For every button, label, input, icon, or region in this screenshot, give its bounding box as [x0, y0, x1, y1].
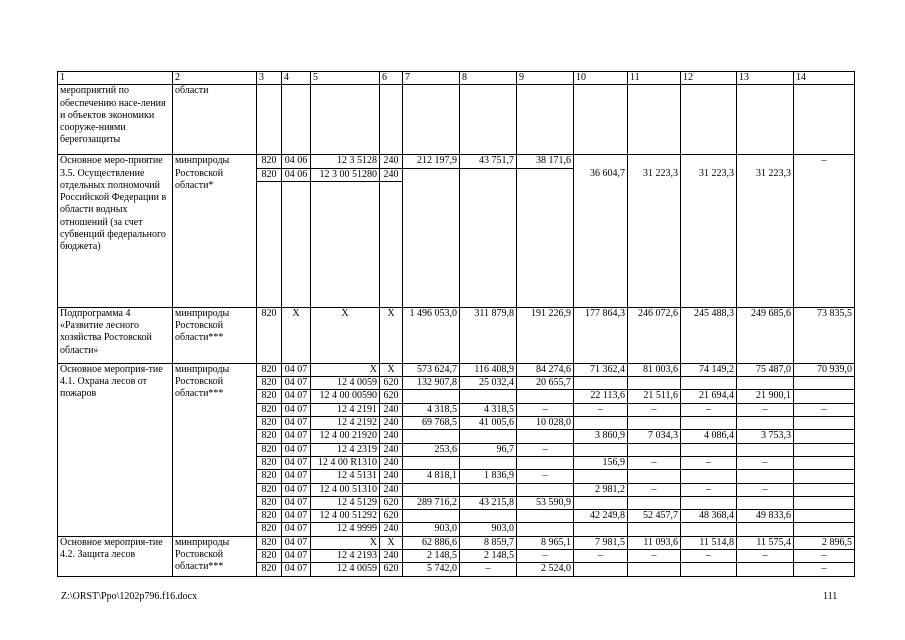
table-cell — [737, 417, 794, 430]
table-cell: 31 223,3 — [681, 168, 737, 307]
table-cell — [628, 85, 681, 155]
table-cell — [794, 510, 855, 523]
table-cell — [517, 168, 574, 307]
table-cell: Х — [380, 307, 403, 363]
table-cell: 1 836,9 — [460, 470, 517, 483]
table-cell: 04 07 — [282, 563, 311, 576]
table-cell: – — [681, 403, 737, 416]
table-cell: 240 — [380, 168, 403, 181]
table-cell: 12 3 00 51280 — [311, 168, 380, 181]
activity-name: мероприятий по обеспечению насе-ления и объектов экономики сооруже-ниями берегозащиты — [58, 85, 173, 155]
table-cell — [574, 85, 628, 155]
table-cell — [737, 377, 794, 390]
table-cell — [681, 377, 737, 390]
table-cell: 38 171,6 — [517, 155, 574, 168]
table-cell: 620 — [380, 563, 403, 576]
table-cell: 573 624,7 — [403, 363, 460, 376]
table-cell: 25 032,4 — [460, 377, 517, 390]
table-cell: 240 — [380, 417, 403, 430]
budget-table — [57, 71, 855, 577]
table-cell: – — [681, 456, 737, 469]
responsible: минприроды Ростовской области*** — [173, 363, 257, 536]
table-cell: 04 07 — [282, 443, 311, 456]
table-cell — [737, 155, 794, 168]
table-cell — [282, 85, 311, 155]
table-cell: 52 457,7 — [628, 510, 681, 523]
table-cell: 48 368,4 — [681, 510, 737, 523]
table-cell: 49 833,6 — [737, 510, 794, 523]
column-number: 9 — [517, 72, 574, 85]
table-cell: 04 07 — [282, 496, 311, 509]
table-cell: 43 751,7 — [460, 155, 517, 168]
table-cell: 81 003,6 — [628, 363, 681, 376]
table-row — [58, 155, 855, 168]
table-cell: – — [628, 483, 681, 496]
table-cell — [794, 430, 855, 443]
table-cell: – — [460, 563, 517, 576]
table-cell: 820 — [257, 403, 282, 416]
table-cell: 31 223,3 — [737, 168, 794, 307]
table-cell: 820 — [257, 443, 282, 456]
responsible: области — [173, 85, 257, 155]
table-cell: 311 879,8 — [460, 307, 517, 363]
table-cell: 21 900,1 — [737, 390, 794, 403]
table-cell — [794, 390, 855, 403]
table-row — [58, 363, 855, 376]
table-cell: 12 4 0059 — [311, 563, 380, 576]
table-cell — [681, 563, 737, 576]
table-cell: 820 — [257, 536, 282, 549]
table-cell: 12 4 00 51310 — [311, 483, 380, 496]
table-cell: 53 590,9 — [517, 496, 574, 509]
table-cell: 240 — [380, 403, 403, 416]
table-cell: 12 4 2193 — [311, 550, 380, 563]
table-cell: 2 148,5 — [403, 550, 460, 563]
table-cell: 156,9 — [574, 456, 628, 469]
table-cell — [574, 563, 628, 576]
table-cell — [403, 456, 460, 469]
table-cell: 11 093,6 — [628, 536, 681, 549]
table-cell — [517, 523, 574, 536]
table-cell — [628, 563, 681, 576]
table-cell — [517, 430, 574, 443]
table-cell — [737, 563, 794, 576]
table-cell: 4 086,4 — [681, 430, 737, 443]
table-cell — [460, 456, 517, 469]
table-cell — [460, 390, 517, 403]
table-row — [58, 536, 855, 549]
table-cell: 04 07 — [282, 483, 311, 496]
table-cell: 820 — [257, 470, 282, 483]
table-cell: 74 149,2 — [681, 363, 737, 376]
table-cell: 7 034,3 — [628, 430, 681, 443]
table-cell: 75 487,0 — [737, 363, 794, 376]
table-cell: – — [628, 550, 681, 563]
responsible: минприроды Ростовской области*** — [173, 536, 257, 576]
table-cell: 820 — [257, 496, 282, 509]
activity-name: Основное мероприя-тие 4.2. Защита лесов — [58, 536, 173, 576]
table-cell: 4 318,5 — [403, 403, 460, 416]
table-cell — [574, 523, 628, 536]
table-cell — [737, 523, 794, 536]
table-cell — [460, 430, 517, 443]
table-cell — [737, 496, 794, 509]
table-cell: 820 — [257, 168, 282, 181]
table-cell: 04 07 — [282, 363, 311, 376]
table-cell — [311, 181, 380, 307]
table-cell: 71 362,4 — [574, 363, 628, 376]
table-cell: 289 716,2 — [403, 496, 460, 509]
table-cell — [628, 155, 681, 168]
table-cell — [681, 443, 737, 456]
table-row — [58, 85, 855, 155]
table-cell: 820 — [257, 483, 282, 496]
table-cell: 21 694,4 — [681, 390, 737, 403]
table-cell — [628, 417, 681, 430]
table-cell — [460, 510, 517, 523]
table-cell: 04 06 — [282, 155, 311, 168]
table-cell: 253,6 — [403, 443, 460, 456]
table-cell: 903,0 — [460, 523, 517, 536]
table-cell: Х — [380, 363, 403, 376]
table-cell: 21 511,6 — [628, 390, 681, 403]
table-cell: 12 4 0059 — [311, 377, 380, 390]
table-cell — [737, 470, 794, 483]
column-number: 7 — [403, 72, 460, 85]
table-cell: – — [628, 403, 681, 416]
table-cell: 820 — [257, 155, 282, 168]
table-cell: 04 07 — [282, 470, 311, 483]
table-cell: 820 — [257, 456, 282, 469]
table-cell: 4 318,5 — [460, 403, 517, 416]
table-cell: 04 07 — [282, 417, 311, 430]
table-cell — [737, 85, 794, 155]
table-cell — [628, 377, 681, 390]
table-cell: 12 4 00 00590 — [311, 390, 380, 403]
table-cell: 820 — [257, 417, 282, 430]
table-cell: 12 4 2192 — [311, 417, 380, 430]
table-cell — [380, 181, 403, 307]
table-cell — [403, 168, 460, 307]
table-cell: 04 07 — [282, 430, 311, 443]
table-cell: 04 07 — [282, 536, 311, 549]
table-cell — [403, 85, 460, 155]
column-number: 3 — [257, 72, 282, 85]
table-cell: – — [574, 403, 628, 416]
column-number: 4 — [282, 72, 311, 85]
table-cell — [681, 417, 737, 430]
table-cell: – — [737, 456, 794, 469]
table-cell: 246 072,6 — [628, 307, 681, 363]
table-cell: 1 496 053,0 — [403, 307, 460, 363]
table-cell — [517, 483, 574, 496]
column-number: 12 — [681, 72, 737, 85]
table-row — [58, 307, 855, 363]
table-cell — [574, 443, 628, 456]
table-cell: 31 223,3 — [628, 168, 681, 307]
table-cell: Х — [282, 307, 311, 363]
table-cell: 820 — [257, 510, 282, 523]
column-number: 10 — [574, 72, 628, 85]
table-cell: 820 — [257, 307, 282, 363]
table-cell: – — [794, 403, 855, 416]
table-cell: 8 965,1 — [517, 536, 574, 549]
table-cell: 240 — [380, 430, 403, 443]
table-cell — [794, 496, 855, 509]
column-number: 13 — [737, 72, 794, 85]
table-cell: 240 — [380, 443, 403, 456]
table-cell — [311, 85, 380, 155]
table-cell — [460, 85, 517, 155]
table-cell: 04 07 — [282, 390, 311, 403]
table-cell: Х — [311, 536, 380, 549]
table-cell: 69 768,5 — [403, 417, 460, 430]
table-cell — [517, 85, 574, 155]
table-cell: 240 — [380, 550, 403, 563]
table-cell: – — [517, 443, 574, 456]
table-cell: 43 215,8 — [460, 496, 517, 509]
table-cell: – — [794, 563, 855, 576]
table-cell — [517, 510, 574, 523]
table-cell: 04 06 — [282, 168, 311, 181]
column-number: 6 — [380, 72, 403, 85]
table-cell: 116 408,9 — [460, 363, 517, 376]
table-cell: 04 07 — [282, 523, 311, 536]
table-cell: Х — [311, 363, 380, 376]
table-cell — [574, 470, 628, 483]
table-cell: 245 488,3 — [681, 307, 737, 363]
table-cell: 820 — [257, 390, 282, 403]
table-cell: 04 07 — [282, 456, 311, 469]
table-cell — [257, 85, 282, 155]
responsible: минприроды Ростовской области*** — [173, 307, 257, 363]
table-cell — [794, 470, 855, 483]
table-cell: 240 — [380, 470, 403, 483]
page-number: 111 — [823, 591, 838, 602]
table-cell — [403, 483, 460, 496]
table-cell: 41 005,6 — [460, 417, 517, 430]
table-cell: 4 818,1 — [403, 470, 460, 483]
table-cell: – — [628, 456, 681, 469]
table-cell: 12 4 9999 — [311, 523, 380, 536]
table-cell: 20 655,7 — [517, 377, 574, 390]
table-cell: 177 864,3 — [574, 307, 628, 363]
table-cell — [681, 155, 737, 168]
table-cell: – — [517, 470, 574, 483]
table-cell: 42 249,8 — [574, 510, 628, 523]
table-cell: 620 — [380, 510, 403, 523]
table-cell — [628, 523, 681, 536]
table-cell — [380, 85, 403, 155]
table-cell — [460, 168, 517, 307]
table-cell: 12 4 2319 — [311, 443, 380, 456]
table-cell — [794, 443, 855, 456]
table-cell: 2 896,5 — [794, 536, 855, 549]
table-cell — [794, 523, 855, 536]
table-cell: 11 514,8 — [681, 536, 737, 549]
table-cell — [794, 377, 855, 390]
table-cell: – — [681, 483, 737, 496]
table-cell: 3 753,3 — [737, 430, 794, 443]
column-number: 5 — [311, 72, 380, 85]
column-number: 1 — [58, 72, 173, 85]
table-cell — [460, 483, 517, 496]
table-cell: – — [794, 550, 855, 563]
table-cell: 12 4 5129 — [311, 496, 380, 509]
table-cell: 73 835,5 — [794, 307, 855, 363]
table-cell: 2 524,0 — [517, 563, 574, 576]
table-cell — [681, 496, 737, 509]
header-row — [58, 72, 855, 85]
table-cell: 820 — [257, 377, 282, 390]
table-cell: 04 07 — [282, 377, 311, 390]
table-cell: 620 — [380, 390, 403, 403]
table-cell: – — [737, 550, 794, 563]
table-cell: 04 07 — [282, 510, 311, 523]
table-cell — [574, 417, 628, 430]
table-cell: 820 — [257, 430, 282, 443]
table-cell — [574, 155, 628, 168]
table-cell: 212 197,9 — [403, 155, 460, 168]
table-cell — [403, 430, 460, 443]
table-cell: 04 07 — [282, 403, 311, 416]
activity-name: Основное мероприя-тие 4.1. Охрана лесов от пожаров — [58, 363, 173, 536]
table-cell: 820 — [257, 363, 282, 376]
table-cell: – — [517, 403, 574, 416]
table-cell: Х — [311, 307, 380, 363]
table-cell: 84 274,6 — [517, 363, 574, 376]
column-number: 8 — [460, 72, 517, 85]
table-cell: 240 — [380, 155, 403, 168]
table-cell — [257, 181, 282, 307]
table-cell: 12 4 5131 — [311, 470, 380, 483]
table-cell — [282, 181, 311, 307]
table-cell — [794, 417, 855, 430]
table-cell: 10 028,0 — [517, 417, 574, 430]
table-cell: 903,0 — [403, 523, 460, 536]
table-cell — [628, 470, 681, 483]
table-cell — [794, 456, 855, 469]
table-cell: 12 4 2191 — [311, 403, 380, 416]
subprogram-name: Подпрограмма 4 «Развитие лесного хозяйства Ростовской области» — [58, 307, 173, 363]
table-cell: – — [737, 403, 794, 416]
table-cell: 240 — [380, 456, 403, 469]
table-cell: – — [737, 483, 794, 496]
table-cell: – — [517, 550, 574, 563]
table-cell — [737, 443, 794, 456]
activity-name: Основное меро-приятие 3.5. Осуществление отдельных полномочий Российской Федерации в области водных отношений (за счет субвенций федерального бюджета) — [58, 155, 173, 308]
table-cell: 620 — [380, 496, 403, 509]
file-path: Z:\ORST\Ppo\1202p796.f16.docx — [61, 591, 198, 602]
table-cell — [628, 496, 681, 509]
table-cell: 12 4 00 R1310 — [311, 456, 380, 469]
table-cell — [681, 523, 737, 536]
table-cell — [403, 510, 460, 523]
table-cell: 11 575,4 — [737, 536, 794, 549]
table-cell: 04 07 — [282, 550, 311, 563]
table-cell: – — [794, 155, 855, 308]
table-cell — [628, 443, 681, 456]
table-cell: 820 — [257, 523, 282, 536]
table-cell — [681, 470, 737, 483]
table-cell: 2 148,5 — [460, 550, 517, 563]
table-cell — [403, 390, 460, 403]
table-cell: 240 — [380, 523, 403, 536]
table-cell: 8 859,7 — [460, 536, 517, 549]
table-cell: 820 — [257, 563, 282, 576]
table-cell: 12 4 00 21920 — [311, 430, 380, 443]
table-cell: 62 886,6 — [403, 536, 460, 549]
table-cell: 620 — [380, 377, 403, 390]
column-number: 2 — [173, 72, 257, 85]
table-cell: 5 742,0 — [403, 563, 460, 576]
table-cell: 7 981,5 — [574, 536, 628, 549]
table-cell: 132 907,8 — [403, 377, 460, 390]
table-cell: 12 4 00 51292 — [311, 510, 380, 523]
table-cell: 96,7 — [460, 443, 517, 456]
column-number: 11 — [628, 72, 681, 85]
table-cell: 22 113,6 — [574, 390, 628, 403]
table-cell: 36 604,7 — [574, 168, 628, 307]
table-cell — [794, 483, 855, 496]
table-cell: – — [574, 550, 628, 563]
column-number: 14 — [794, 72, 855, 85]
table-cell: 191 226,9 — [517, 307, 574, 363]
table-cell: 249 685,6 — [737, 307, 794, 363]
table-cell — [517, 390, 574, 403]
table-cell: 820 — [257, 550, 282, 563]
table-cell — [574, 496, 628, 509]
table-cell: 240 — [380, 483, 403, 496]
responsible: минприроды Ростовской области* — [173, 155, 257, 308]
table-cell — [794, 85, 855, 155]
table-cell — [574, 377, 628, 390]
table-cell: 3 860,9 — [574, 430, 628, 443]
table-cell: 12 3 5128 — [311, 155, 380, 168]
table-cell: Х — [380, 536, 403, 549]
table-cell — [681, 85, 737, 155]
table-cell: 2 981,2 — [574, 483, 628, 496]
table-cell: 70 939,0 — [794, 363, 855, 376]
table-cell: – — [681, 550, 737, 563]
table-cell — [517, 456, 574, 469]
